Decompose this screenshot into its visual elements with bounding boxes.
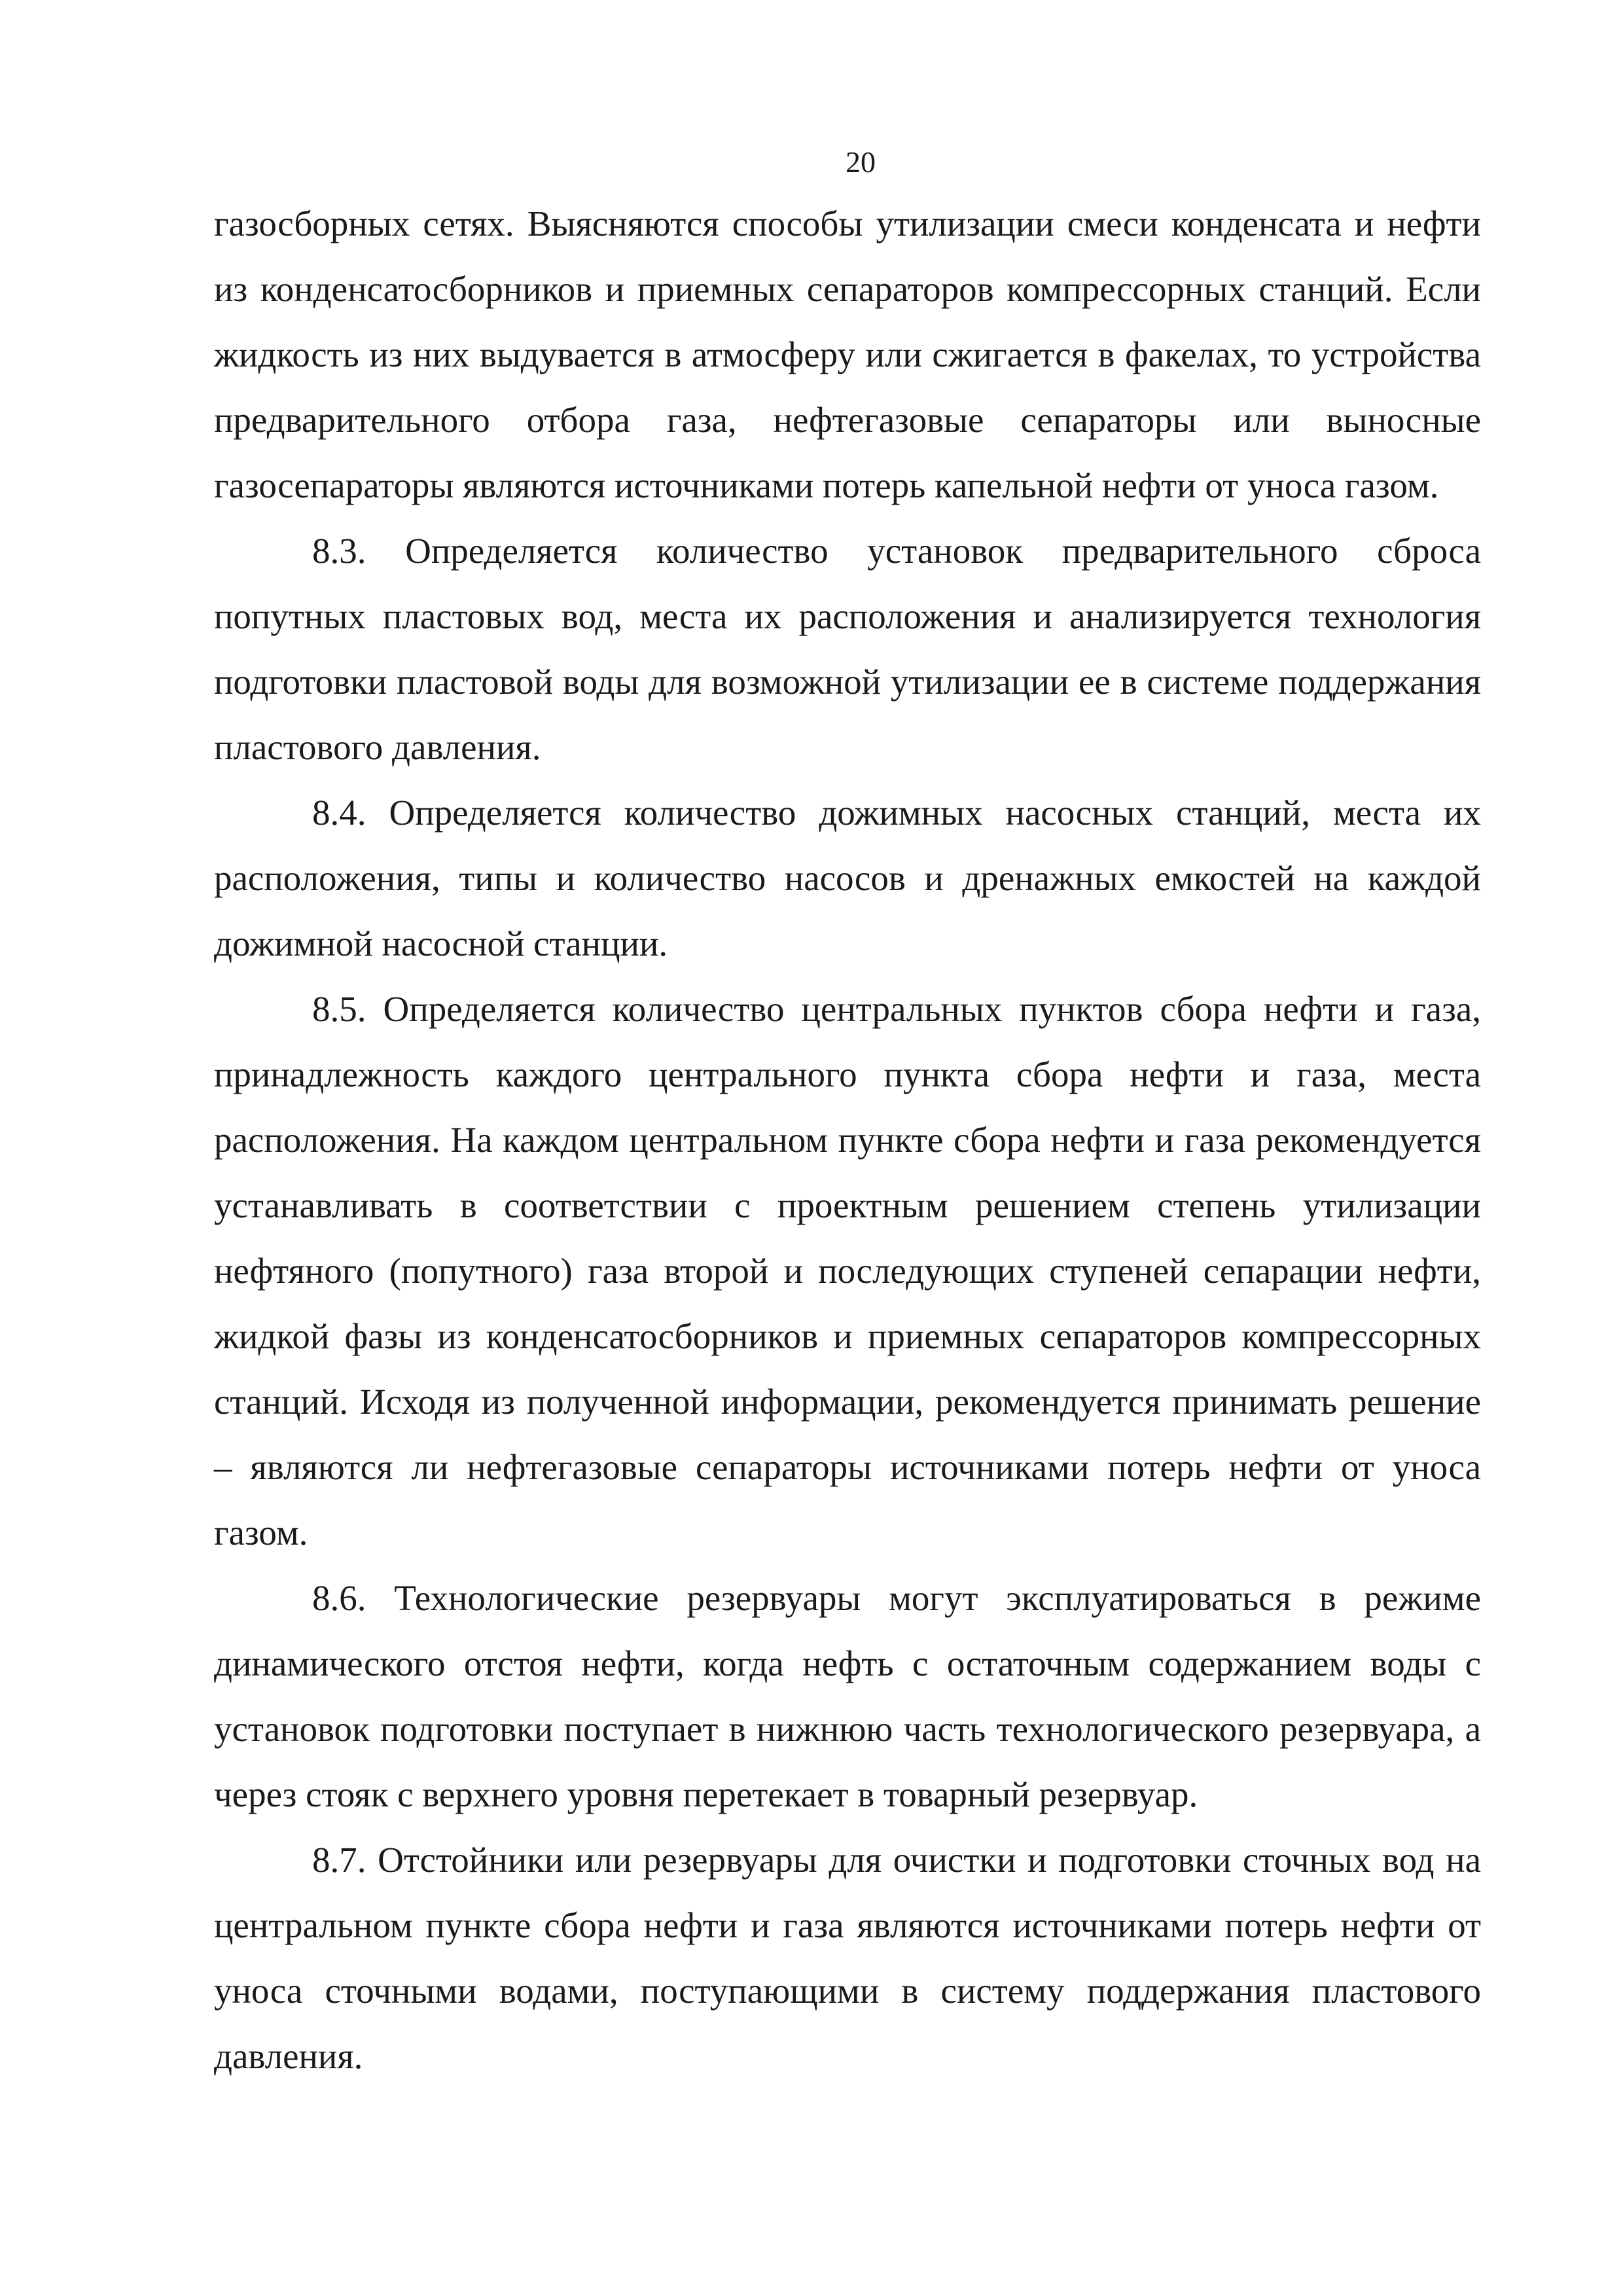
paragraph-8-3: 8.3. Определяется количество установок предварительного сброса попутных пластовых вод, места их расположения и анализируется технология подготовки пластовой воды для возможной утилизации ее в системе поддержания пластового давления. bbox=[214, 531, 1481, 767]
paragraph-8-7: 8.7. Отстойники или резервуары для очистки и подготовки сточных вод на центральном пункте сбора нефти и газа являются источниками потерь нефти от уноса сточными водами, поступающими в систему поддержания пластового давления. bbox=[214, 1840, 1481, 2076]
paragraph-continuation: газосборных сетях. Выясняются способы утилизации смеси конденсата и нефти из конденсатосборников и приемных сепараторов компрессорных станций. Если жидкость из них выдувается в атмосферу или сжигается в факелах, то устройства предварительного отбора газа, нефтегазовые сепараторы или выносные газосепараторы являются источниками потерь капельной нефти от уноса газом. bbox=[214, 204, 1481, 505]
page-number: 20 bbox=[846, 145, 876, 179]
document-body bbox=[214, 191, 1481, 2089]
paragraph-8-4: 8.4. Определяется количество дожимных насосных станций, места их расположения, типы и количество насосов и дренажных емкостей на каждой дожимной насосной станции. bbox=[214, 793, 1481, 963]
paragraph-8-6: 8.6. Технологические резервуары могут эксплуатироваться в режиме динамического отстоя нефти, когда нефть с остаточным содержанием воды с установок подготовки поступает в нижнюю часть технологического резервуара, а через стояк с верхнего уровня перетекает в товарный резервуар. bbox=[214, 1578, 1481, 1814]
paragraph-8-5: 8.5. Определяется количество центральных пунктов сбора нефти и газа, принадлежность каждого центрального пункта сбора нефти и газа, места расположения. На каждом центральном пункте сбора нефти и газа рекомендуется устанавливать в соответствии с проектным решением степень утилизации нефтяного (попутного) газа второй и последующих ступеней сепарации нефти, жидкой фазы из конденсатосборников и приемных сепараторов компрессорных станций. Исходя из полученной информации, рекомендуется принимать решение – являются ли нефтегазовые сепараторы источниками потерь нефти от уноса газом. bbox=[214, 989, 1481, 1552]
